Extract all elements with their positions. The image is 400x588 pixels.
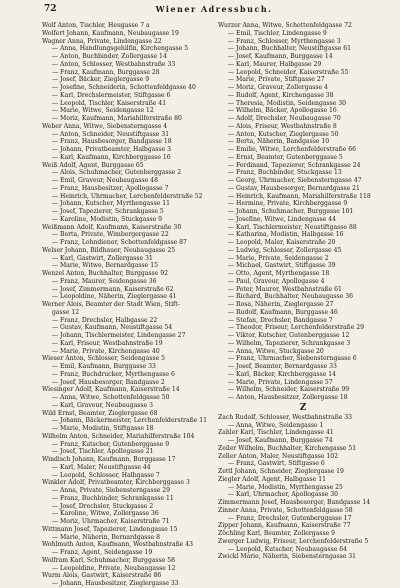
directory-entry: — Emil, Tischler, Lindengasse 9 (228, 29, 327, 37)
directory-entry: — Josef, Beamter, Bernardgasse 33 (228, 363, 337, 370)
directory-entry: — Otto, Agent, Myrthengasse 18 (228, 270, 330, 277)
directory-entry: — Anton, Hausbesitzer, Zollergasse 18 (228, 394, 348, 401)
directory-entry: — Leopold, Maler, Kaiserstraße 20 (228, 239, 336, 246)
directory-entry: — Josefine, Witwe, Lindengasse 44 (228, 215, 337, 223)
directory-entry: — Anna, Witwe, Schottenfeldgasse 50 (52, 394, 170, 401)
directory-entry: — Moriz, Graveur, Zollergasse 4 (228, 84, 328, 91)
directory-entry: Zipper Johann, Kaufmann, Kaiserstraße 77 (218, 522, 351, 530)
directory-entry: — Anna, Private, Siebensterngasse 29 (52, 487, 171, 494)
directory-entry: — Leopoldine, Private, Neubaugasse 12 (52, 564, 176, 572)
directory-entry: — Anton, Schneider, Neustiftgasse 31 (52, 130, 170, 138)
z-section-entries (218, 414, 388, 561)
directory-entry: Winkler Adolf, Privatbeamter, Kirchberggasse 3 (42, 479, 190, 487)
directory-entry: — Anton, Kutscher, Zieglergasse 50 (228, 130, 339, 138)
directory-entry: — Karl, Drechslermeister, Stiftgasse 6 (52, 91, 171, 99)
directory-entry: — Franz, Lohndiener, Schottenfeldgasse 87 (52, 239, 187, 246)
directory-entry: — Berta, Private, Wimbergergasse 22 (52, 231, 169, 239)
directory-entry: Weiß Adolf, Agent, Burggasse 65 (42, 161, 144, 169)
directory-entry: — Marie, Private, Stiftgasse 27 (228, 76, 325, 84)
directory-entry: — Karoline, Witwe, Zollergasse 36 (52, 510, 159, 518)
directory-entry: — Karl, Gastwirt, Zollergasse 31 (52, 254, 153, 262)
directory-entry: Zeller Anton, Maler, Neustiftgasse 102 (218, 452, 339, 460)
directory-entry: — Ernst, Beamter, Gutenberggasse 5 (228, 153, 343, 161)
directory-entry: — Josef, Hausbesorger, Bandgasse 2 (52, 378, 165, 386)
directory-entry: — Marie, Witwe, Seidengasse 12 (52, 107, 154, 115)
directory-entry: Wurm Alois, Gastwirt, Kaiserstraße 86 (42, 572, 162, 580)
directory-entry: — Emil, Graveur, Neubaugasse 48 (52, 177, 158, 184)
directory-entry: Wieser Anton, Schlosser, Seidengasse 5 (42, 355, 166, 363)
directory-entry: — Franz, Buchdrucker, Myrthengasse 6 (52, 370, 175, 378)
directory-entry: — Leopoldine, Näherin, Zieglergasse 41 (52, 293, 177, 301)
directory-entry: — Franz, Buchbinder, Stuckgasse 13 (228, 169, 342, 177)
directory-entry: — Leopold, Schneider, Kaiserstraße 55 (228, 68, 349, 76)
directory-entry: Zinner Anna, Private, Schottenfeldgasse 58 (218, 506, 353, 514)
right-column (218, 22, 388, 561)
directory-entry: — Karoline, Modistin, Stuckgasse 9 (52, 215, 163, 223)
directory-entry: gasse 12 (52, 308, 80, 316)
directory-entry: — Franz, Hausbesitzer, Apollogasse 7 (52, 184, 169, 192)
page-header (44, 4, 384, 15)
directory-entry: — Josef, Bäcker, Zieglergasse 9 (52, 76, 150, 84)
directory-entry: — Karl, Bäcker, Kirchberggasse 14 (228, 370, 337, 378)
directory-entry: Zahler Karl, Tischler, Lindengasse 41 (218, 429, 334, 437)
directory-entry: — Josef, Tischler, Apollogasse 21 (52, 448, 154, 456)
directory-entry: — Adolf, Drechsler, Neubaugasse 70 (228, 115, 341, 122)
directory-entry: — Ferdinand, Tapezierer, Schrankgasse 24 (228, 161, 361, 169)
directory-entry: — Josef, Kaufmann, Burggasse 14 (228, 53, 333, 60)
directory-entry: — Emil, Kaufmann, Burggasse 33 (52, 363, 156, 370)
directory-entry: Zettl Johann, Schneider, Zieglergasse 19 (218, 468, 344, 475)
directory-entry: Wagner Anna, Private, Lindengasse 22 (42, 37, 162, 45)
directory-entry: — Berta, Näherin, Bandgasse 10 (228, 138, 330, 146)
directory-entry: — Marie, Private, Seidengasse 2 (228, 254, 329, 262)
directory-entry: Wolfram Karl, Schuhmacher, Burggasse 58 (42, 556, 176, 564)
directory-entry: — Leopold, Schlosser, Halbgasse 7 (52, 471, 160, 479)
directory-entry: — Wilhelm, Bäcker, Apollogasse 16 (228, 107, 337, 115)
section-heading: Z (299, 402, 307, 413)
directory-entry: Wittmann Josef, Tapezierer, Lindengasse 15 (42, 525, 178, 533)
directory-entry: — Johann, Bäckermeister, Lerchenfelderstraße 11 (52, 417, 207, 425)
directory-entry: Wiesinger Adolf, Kaufmann, Kaiserstraße 14 (42, 386, 180, 394)
page-number: 72 (44, 4, 57, 14)
directory-entry: Zach Rudolf, Schlosser, Westbahnstraße 33 (218, 413, 353, 421)
directory-entry: — Richard, Buchhalter, Neubaugasse 36 (228, 293, 354, 301)
directory-entry: — Emilie, Witwe, Lerchenfelderstraße 66 (228, 146, 356, 153)
directory-entry: — Rosa, Näherin, Zieglergasse 27 (228, 301, 334, 308)
directory-entry: — Alois, Friseur, Westbahnstraße 8 (228, 122, 337, 130)
directory-entry: — Franz, Uhrmacher, Siebensterngasse 6 (228, 355, 357, 363)
directory-entry: — Ludwig, Schlosser, Zollergasse 45 (228, 246, 342, 254)
directory-entry: — Franz, Kaufmann, Burggasse 28 (52, 68, 160, 76)
directory-entry: Wolfert Johann, Kaufmann, Neubaugasse 19 (42, 29, 179, 37)
directory-entry: — Franz, Drechsler, Halbgasse 22 (52, 316, 158, 324)
directory-entry: — Marie, Modistin, Stiftgasse 18 (52, 425, 154, 432)
directory-entry: — Anton, Schlosser, Westbahnstraße 33 (52, 60, 176, 68)
directory-entry: Welser Johann, Bildhauer, Neubaugasse 25 (42, 246, 176, 254)
directory-entry: — Heinrich, Kaufmann, Mariahilferstraße 118 (228, 192, 371, 200)
directory-entry: Werner Alois, Beamter der Stadt Wien, Stift- (42, 301, 180, 308)
directory-entry: Wolf Anton, Tischler, Heugasse 7 a (42, 22, 150, 29)
directory-entry: — Heinrich, Uhrmacher, Lerchenfelderstraße 52 (52, 192, 203, 200)
directory-entry: — Gustav, Hausbesorger, Bernardgasse 21 (228, 184, 360, 192)
directory-entry: — Stefan, Drechsler, Bandgasse 7 (228, 316, 333, 324)
directory-entry: — Marie, Private, Lindengasse 57 (228, 378, 333, 386)
directory-entry: — Anton, Buchbinder, Zollergasse 14 (52, 53, 167, 60)
directory-entry: — Wilhelm, Schneider, Kaiserstraße 99 (228, 386, 350, 394)
directory-entry: — Wilhelm, Tapezierer, Schrankgasse 3 (228, 339, 351, 347)
left-column (42, 22, 212, 588)
right-column-entries (218, 22, 388, 402)
directory-entry: Windisch Johann, Kaufmann, Burggasse 17 (42, 456, 176, 463)
directory-entry: — Johann, Privatbeamter, Halbgasse 3 (52, 146, 172, 153)
directory-entry: — Marie, Witwe, Bernardgasse 15 (52, 262, 158, 270)
page-title: Wiener Adressbuch. (155, 4, 273, 14)
directory-entry: — Josef, Tapezierer, Schrankgasse 5 (52, 208, 164, 215)
directory-entry: Weißmann Adolf, Kaufmann, Kaiserstraße 30 (42, 223, 182, 231)
directory-entry: — Hermine, Private, Kirchberggasse 9 (228, 200, 348, 208)
directory-entry: — Franz, Buchbinder, Schrankgasse 11 (52, 494, 174, 502)
directory-entry: Zwerger Ludwig, Friseur, Lerchenfelderstraße 5 (218, 537, 369, 545)
directory-entry: Wohlmuth Anton, Kaufmann, Westbahnstraße 43 (42, 541, 193, 549)
directory-entry: — Karl, Kaufmann, Kirchberggasse 16 (52, 153, 171, 161)
directory-entry: Wenzel Anton, Buchhalter, Burggasse 92 (42, 270, 168, 277)
directory-entry: — Theresia, Modistin, Seidengasse 30 (228, 99, 347, 107)
directory-entry: Zeiler Wilhelm, Buchhalter, Kirchengasse 51 (218, 444, 357, 452)
directory-entry: — Karl, Graveur, Neubaugasse 3 (52, 401, 153, 409)
directory-entry: Zöchling Karl, Beamter, Zollergasse 9 (218, 530, 336, 537)
directory-entry: — Georg, Uhrmacher, Siebensterngasse 47 (228, 177, 362, 184)
directory-entry: — Johann, Schuhmacher, Burggasse 101 (228, 208, 354, 215)
directory-entry: — Theodor, Friseur, Lerchenfelderstraße 29 (228, 324, 365, 332)
directory-entry: — Rudolf, Kaufmann, Burggasse 46 (228, 308, 338, 316)
directory-entry: Ziegler Adolf, Agent, Halbgasse 11 (218, 475, 326, 483)
directory-entry: — Johann, Buchhalter, Neustiftgasse 61 (228, 45, 352, 53)
directory-entry: — Josef, Zimmermann, Kaiserstraße 62 (52, 285, 174, 293)
directory-entry: — Karl, Tischlermeister, Neustiftgasse 88 (228, 223, 357, 231)
directory-entry: — Marie, Private, Kirchengasse 40 (52, 347, 160, 355)
directory-entry: — Viktor, Kutscher, Gutenberggasse 12 (228, 332, 350, 339)
directory-entry: — Josefine, Schneiderin, Schottenfeldgasse 40 (52, 84, 196, 91)
directory-entry: — Alois, Schuhmacher, Gutenberggasse 2 (52, 169, 182, 177)
directory-entry: — Karl, Maurer, Halbgasse 29 (228, 60, 322, 68)
directory-entry: — Gustav, Kaufmann, Neustiftgasse 54 (52, 324, 173, 332)
directory-entry: — Josef, Kaufmann, Burggasse 74 (228, 437, 333, 444)
directory-entry: Weber Anna, Witwe, Siebensterngasse 4 (42, 122, 168, 130)
directory-entry: — Franz, Hausbesorger, Bandgasse 18 (52, 138, 172, 146)
directory-entry: Zwickl Marie, Näherin, Siebensterngasse 31 (218, 553, 357, 561)
directory-entry: — Anna, Witwe, Stuckgasse 20 (228, 347, 324, 355)
directory-entry: — Franz, Schlosser, Myrthengasse 3 (228, 37, 341, 45)
directory-entry: — Johann, Tischlermeister, Lindengasse 27 (52, 332, 186, 339)
directory-entry: — Michael, Gastwirt, Stiftgasse 39 (228, 262, 336, 270)
directory-entry: — Karl, Maler, Neustiftgasse 44 (52, 463, 151, 471)
directory-entry: — Anna, Handlungsgehilfin, Kirchengasse 5 (52, 45, 189, 53)
directory-entry: — Johann, Kutscher, Myrthengasse 11 (52, 200, 170, 208)
directory-entry: — Karl, Friseur, Westbahnstraße 19 (52, 339, 163, 347)
directory-entry: — Franz, Maurer, Seidengasse 36 (52, 277, 157, 285)
directory-entry: — Franz, Kutscher, Gutenberggasse 9 (52, 440, 170, 448)
directory-entry: Wilhelm Anton, Schneider, Mariahilferstraße 104 (42, 432, 195, 440)
directory-entry: — Karl, Uhrmacher, Apollogasse 30 (228, 491, 339, 499)
directory-entry: — Katharina, Modistin, Halbgasse 16 (228, 231, 344, 239)
directory-entry: — Franz, Agent, Seidengasse 19 (52, 549, 153, 556)
directory-entry: Zimmermann Josef, Hausbesorger, Bandgasse 14 (218, 499, 371, 506)
directory-entry: — Anna, Witwe, Seidengasse 1 (228, 421, 324, 429)
directory-entry: — Peter, Maurer, Westbahnstraße 61 (228, 285, 342, 293)
directory-entry: — Josef, Drechsler, Stuckgasse 2 (52, 502, 154, 510)
directory-entry: — Marie, Näherin, Bernardgasse 8 (52, 533, 160, 541)
directory-entry: — Paul, Graveur, Apollogasse 4 (228, 277, 325, 285)
directory-entry: — Moriz, Kaufmann, Mariahilferstraße 80 (52, 115, 182, 122)
directory-entry: — Marie, Modistin, Myrthengasse 25 (228, 483, 343, 491)
directory-entry: — Rudolf, Agent, Kirchengasse 38 (228, 91, 334, 99)
directory-entry: — Franz, Drechsler, Gutenberggasse 17 (228, 514, 352, 522)
directory-entry: — Johann, Hausbesitzer, Zieglergasse 33 (52, 580, 179, 587)
directory-entry: Wild Ernst, Beamter, Zieglergasse 68 (42, 409, 158, 417)
directory-entry: — Moriz, Uhrmacher, Kaiserstraße 71 (52, 518, 170, 525)
directory-entry: — Franz, Gastwirt, Stiftgasse 6 (228, 460, 325, 468)
directory-entry: Wurzer Anna, Witwe, Schottenfeldgasse 72 (218, 22, 352, 29)
directory-entry: — Leopold, Kutscher, Neubaugasse 64 (228, 545, 348, 553)
directory-entry: — Leopold, Tischler, Kaiserstraße 41 (52, 99, 167, 107)
